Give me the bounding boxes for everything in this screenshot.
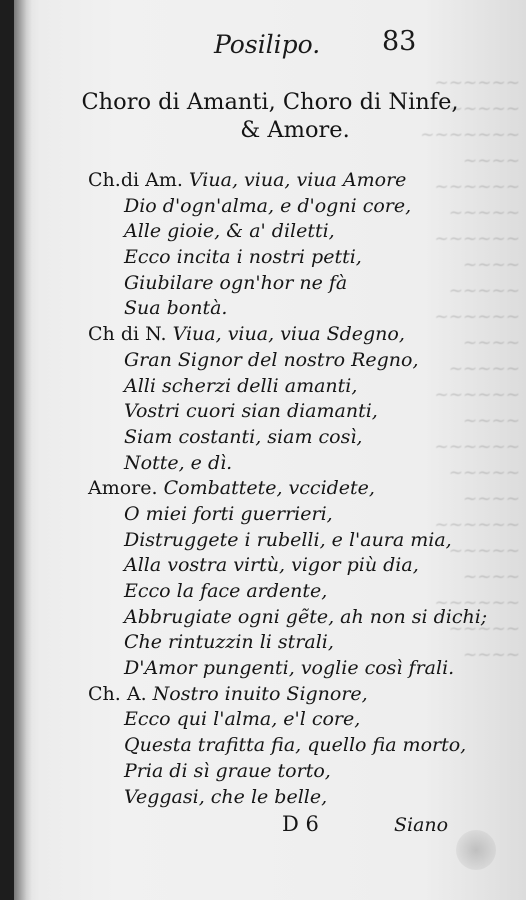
- verse-text: Ecco la face ardente,: [124, 580, 328, 602]
- verse-text: Pria di sì graue torto,: [124, 759, 331, 782]
- verse-line: [88, 579, 518, 605]
- verse-block: [88, 168, 518, 810]
- verse-line: [88, 785, 518, 811]
- speaker-label: Ch. A.: [88, 682, 147, 705]
- verse-line: [88, 425, 518, 451]
- speaker-label: Ch.di Am.: [88, 169, 183, 191]
- verse-text: Gran Signor del nostro Regno,: [124, 348, 419, 371]
- verse-text: Giubilare ogn'hor ne fà: [124, 271, 348, 294]
- verse-text: Alle gioie, & a' diletti,: [124, 220, 335, 243]
- verse-text: Ecco incita i nostri petti,: [124, 246, 362, 269]
- speaker-label: Ch di N.: [88, 323, 167, 346]
- verse-text: D'Amor pungenti, voglie così frali.: [124, 657, 455, 680]
- verse-line: [88, 733, 518, 759]
- verse-line: [88, 399, 518, 425]
- verse-text: Sua bontà.: [124, 297, 228, 320]
- verse-text: Ecco qui l'alma, e'l core,: [124, 708, 361, 731]
- verse-line: [88, 194, 518, 220]
- verse-text: Abbrugiate ogni gẽte, ah non si dichi;: [124, 605, 488, 628]
- running-title: Posilipo.: [214, 30, 321, 59]
- verse-line: [88, 528, 518, 554]
- verse-text: Distruggete i rubelli, e l'aura mia,: [124, 528, 452, 551]
- verse-text: Siam costanti, siam così,: [124, 425, 363, 448]
- catchword: Siano: [394, 814, 449, 836]
- heading-line-2: & Amore.: [240, 117, 350, 143]
- speaker-label: Amore.: [88, 477, 158, 500]
- verse-line: [88, 168, 518, 194]
- verse-line: [88, 605, 518, 631]
- paper-smudge: [456, 830, 496, 870]
- verse-line: [88, 630, 518, 656]
- book-page: [14, 0, 526, 900]
- verse-line: [88, 374, 518, 400]
- verse-text: O miei forti guerrieri,: [124, 502, 333, 525]
- verse-line: [88, 245, 518, 271]
- verse-line: [88, 553, 518, 579]
- verse-line: [88, 271, 518, 297]
- page-number: 83: [382, 26, 417, 57]
- verse-text: Nostro inuito Signore,: [152, 682, 368, 705]
- verse-line: [88, 707, 518, 733]
- verse-text: Vostri cuori sian diamanti,: [124, 400, 378, 423]
- verse-text: Dio d'ogn'alma, e d'ogni core,: [124, 194, 412, 217]
- running-head: [14, 26, 526, 66]
- signature-mark: D 6: [282, 812, 319, 836]
- verse-text: Alla vostra virtù, vigor più dia,: [124, 554, 419, 577]
- verse-text: Questa trafitta fia, quello fia morto,: [124, 734, 467, 757]
- verse-line: [88, 451, 518, 477]
- show-through-text: ~~~~~~ ~~~~~ ~~~~~~~ ~~~~ ~~~~~~ ~~~~~ ~~~~~~ ~~~~ ~~~~~ ~~~~~~ ~~~~ ~~~~~ ~~~~~~ ~~~~ ~~~~~~ ~~~~~ ~~~~ ~~~~~~ ~~~~~ ~~~~ ~~~~~~ ~~~~~ ~~~~: [420, 73, 520, 665]
- heading-line-1: Choro di Amanti, Choro di Ninfe,: [81, 89, 459, 115]
- verse-line: [88, 759, 518, 785]
- verse-line: [88, 296, 518, 322]
- verse-text: Alli scherzi delli amanti,: [124, 374, 358, 397]
- section-heading: [14, 88, 526, 144]
- verse-text: Notte, e dì.: [124, 451, 233, 474]
- verse-text: Veggasi, che le belle,: [124, 785, 328, 808]
- verse-line: [88, 502, 518, 528]
- verse-text: Viua, viua, viua Sdegno,: [172, 323, 405, 346]
- verse-line: [88, 476, 518, 502]
- verse-line: [88, 682, 518, 708]
- verse-line: [88, 219, 518, 245]
- verse-line: [88, 656, 518, 682]
- verse-text: Che rintuzzin li strali,: [124, 631, 334, 654]
- verse-text: Viua, viua, viua Amore: [188, 169, 407, 191]
- verse-text: Combattete, vccidete,: [163, 477, 375, 500]
- verse-line: [88, 348, 518, 374]
- verse-line: [88, 322, 518, 348]
